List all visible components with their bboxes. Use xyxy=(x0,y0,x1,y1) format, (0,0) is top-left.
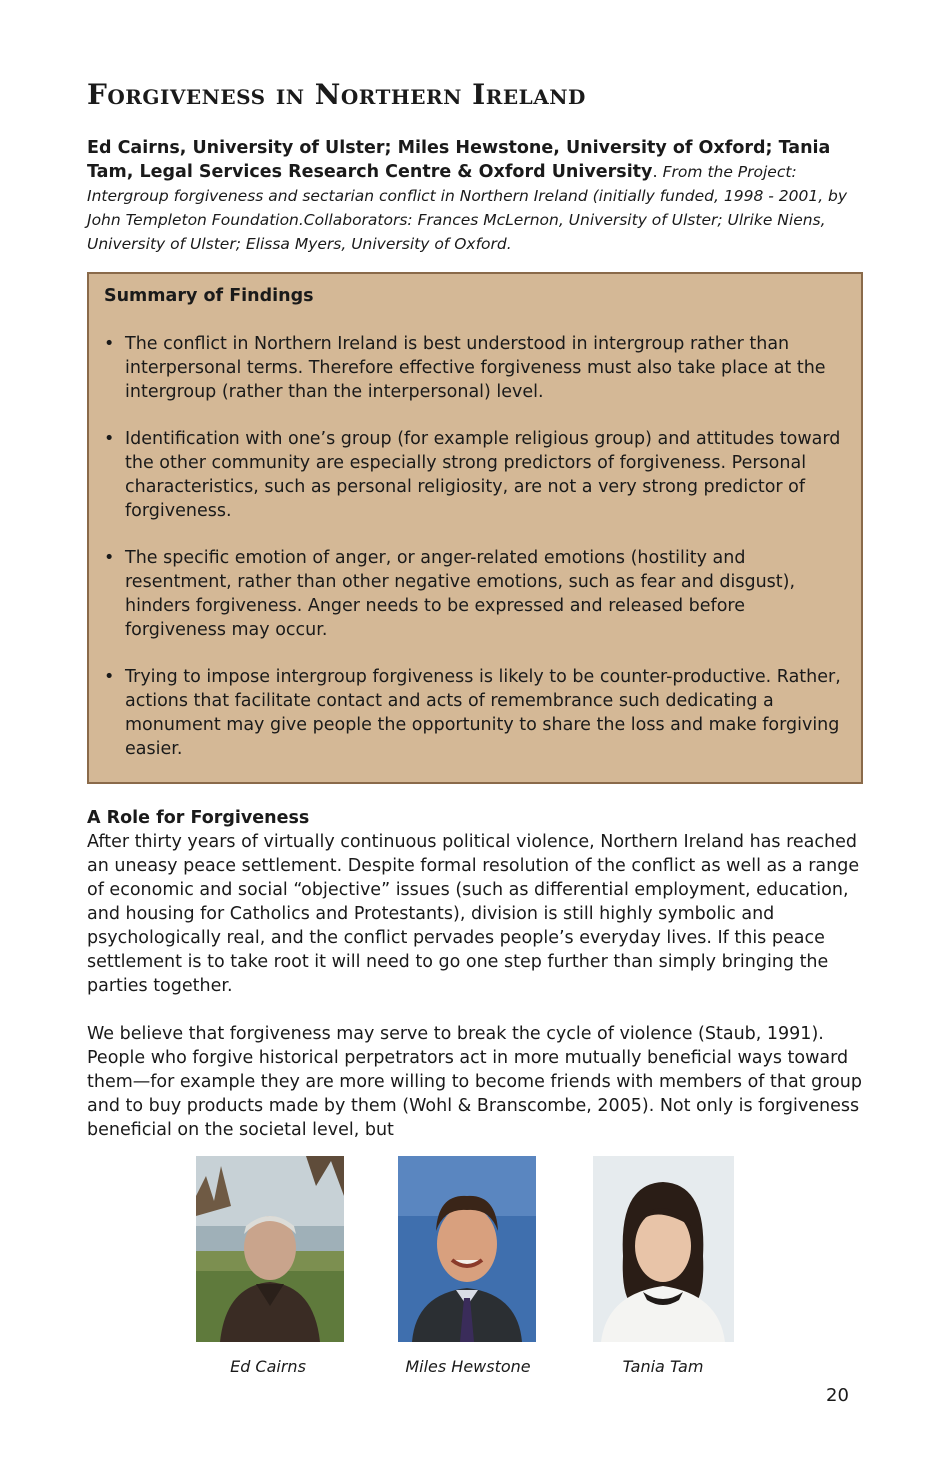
finding-item: • The conflict in Northern Ireland is best understood in intergroup rather than interpersonal terms. Therefore effective forgiveness must also take place at the intergroup (rather than the interpersonal) level. xyxy=(104,332,845,404)
photo-miles-hewstone xyxy=(398,1156,536,1342)
photo-caption: Tania Tam xyxy=(622,1357,704,1376)
byline-separator: . xyxy=(652,162,663,181)
page-title: Forgiveness in Northern Ireland xyxy=(87,78,586,111)
photo-caption: Miles Hewstone xyxy=(405,1357,531,1376)
finding-item: • Trying to impose intergroup forgiveness is likely to be counter-productive. Rather, actions that facilitate contact and acts of remembrance such dedicating a monument may give people the opportunity to share the loss and make forgiving easier. xyxy=(104,665,845,761)
photo-ed-cairns xyxy=(196,1156,344,1342)
section-heading: A Role for Forgiveness xyxy=(87,808,310,828)
role-section xyxy=(87,806,877,1166)
body-paragraph: We believe that forgiveness may serve to break the cycle of violence (Staub, 1991). People who forgive historical perpetrators act in more mutually beneficial ways toward them—for example they are more willing to become friends with members of that group and to buy products made by them (Wohl & Branscombe, 2005). Not only is forgiveness beneficial on the societal level, but xyxy=(87,1024,862,1140)
page-number: 20 xyxy=(826,1385,849,1406)
summary-heading: Summary of Findings xyxy=(104,286,314,306)
finding-item: • The specific emotion of anger, or anger-related emotions (hostility and resentment, rather than other negative emotions, such as fear and disgust), hinders forgiveness. Anger needs to be expressed and released before forgiveness may occur. xyxy=(104,546,845,642)
photo-caption: Ed Cairns xyxy=(230,1357,306,1376)
body-paragraph: After thirty years of virtually continuous political violence, Northern Ireland has reached an uneasy peace settlement. Despite formal resolution of the conflict as well as a range of economic and social “objective” issues (such as differential employment, education, and housing for Catholics and Protestants), division is still highly symbolic and psychologically real, and the conflict pervades people’s everyday lives. If this peace settlement is to take root it will need to go one step further than simply bringing the parties together. xyxy=(87,832,860,996)
findings-list xyxy=(104,332,845,761)
summary-box xyxy=(87,272,863,784)
byline xyxy=(87,136,867,256)
authors: Ed Cairns, University of Ulster; Miles Hewstone, University of Oxford; Tania Tam, Legal Services Research Centre & Oxford University xyxy=(87,138,831,182)
photo-tania-tam xyxy=(593,1156,734,1342)
project-info: From the Project: Intergroup forgiveness and sectarian conflict in Northern Ireland (initially funded, 1998 - 2001, by John Templeton Foundation.Collaborators: Frances McLernon, University of Ulster; Ulrike Niens, University of Ulster; Elissa Myers, University of Oxford. xyxy=(87,163,848,253)
finding-item: • Identification with one’s group (for example religious group) and attitudes toward the other community are especially strong predictors of forgiveness. Personal characteristics, such as personal religiosity, are not a very strong predictor of forgiveness. xyxy=(104,427,845,523)
